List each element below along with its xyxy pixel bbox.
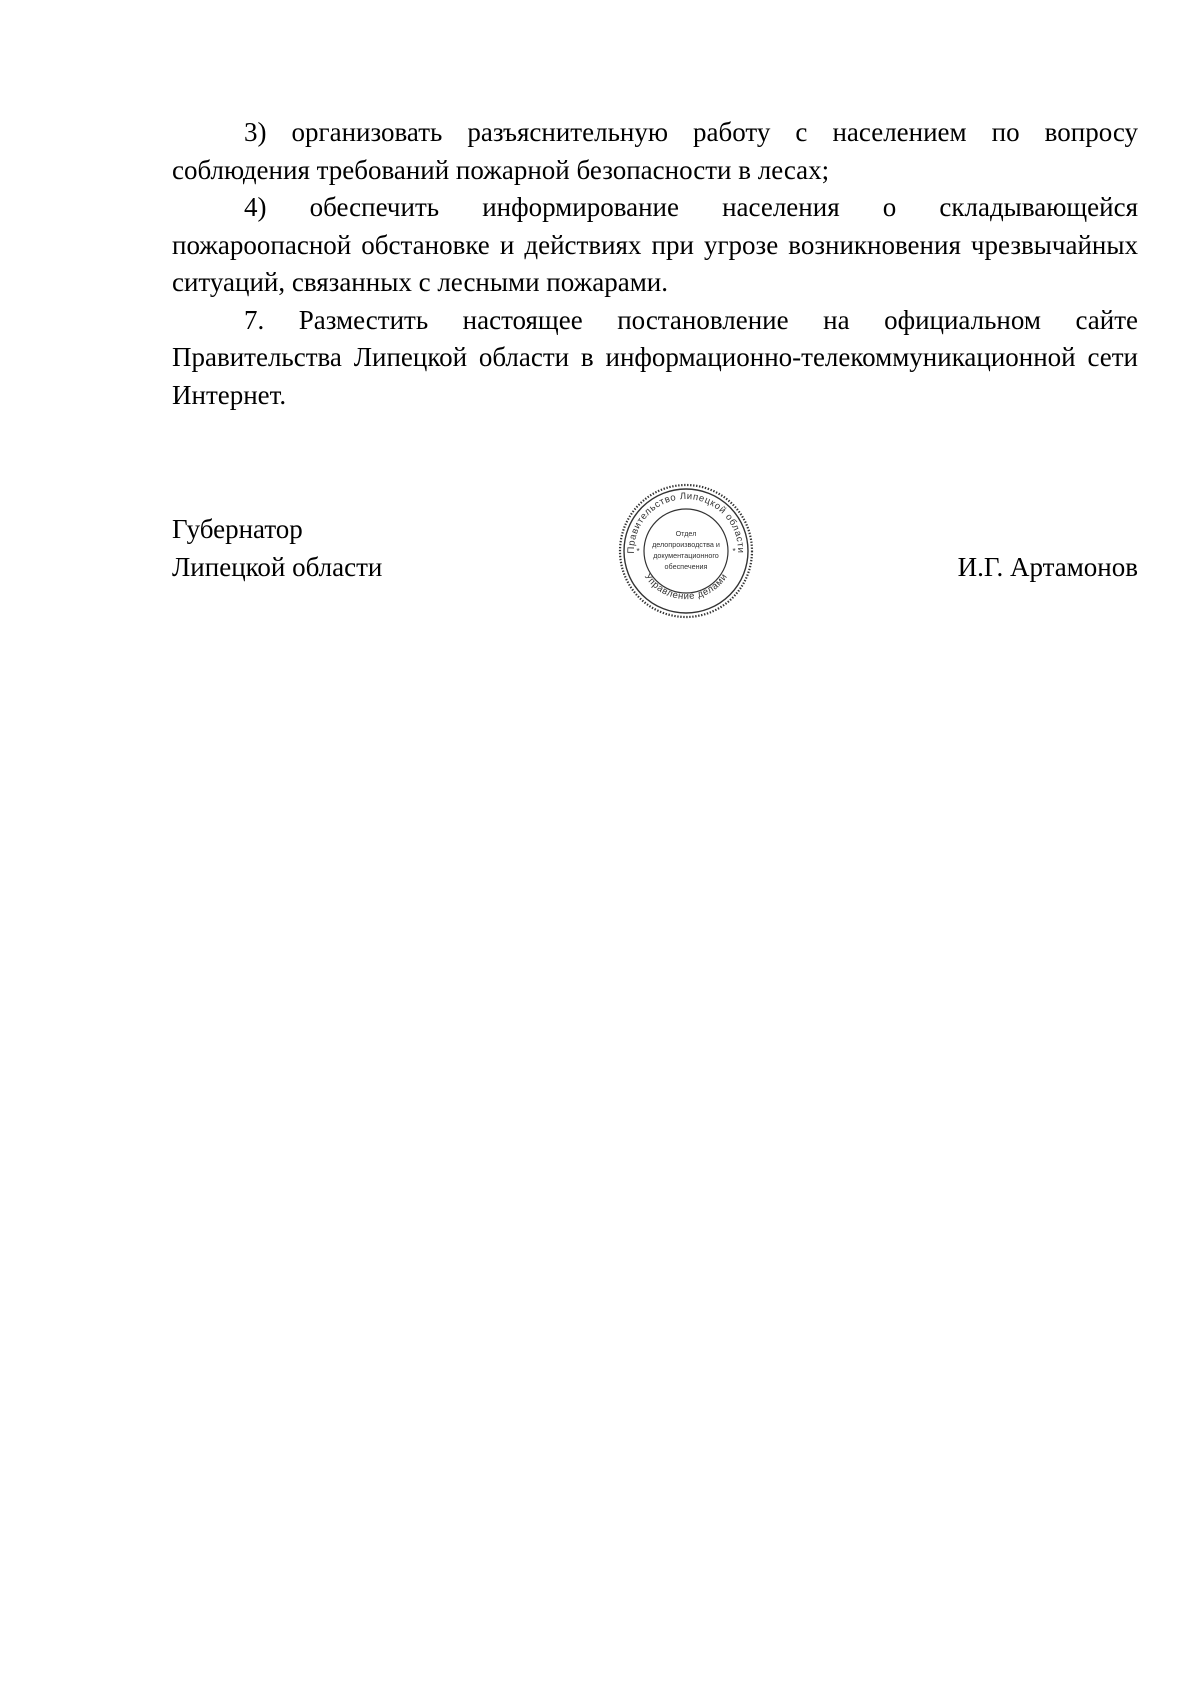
seal-star-left: * bbox=[636, 547, 640, 556]
seal-center-line-2: делопроизводства и bbox=[652, 540, 720, 549]
paragraph-point-7: 7. Разместить настоящее постановление на официальном сайте Правительства Липецкой области в информационно-телекоммуникационной сети Интернет. bbox=[172, 304, 1138, 410]
paragraph-item-4: 4) обеспечить информирование населения о складывающейся пожароопасной обстановке и действиях при угрозе возникновения чрезвычайных ситуаций, связанных с лесными пожарами. bbox=[172, 192, 1138, 297]
signatory-name: И.Г. Артамонов bbox=[957, 551, 1138, 582]
seal-star-right: * bbox=[732, 547, 736, 556]
paragraph-item-3: 3) организовать разъяснительную работу с населением по вопросу соблюдения требований пожарной безопасности в лесах; bbox=[172, 117, 1138, 185]
position-line-2: Липецкой области bbox=[172, 551, 383, 582]
document-body bbox=[172, 114, 1138, 414]
signatory-position bbox=[172, 511, 382, 586]
position-line-1: Губернатор bbox=[172, 514, 303, 544]
seal-icon bbox=[617, 482, 755, 620]
seal-outer-top-text: Правительство Липецкой области bbox=[625, 490, 747, 554]
seal-outer-bottom-text: Управление делами bbox=[641, 571, 731, 603]
seal-center-line-4: обеспечения bbox=[664, 562, 708, 571]
seal-center-line-3: документационного bbox=[653, 551, 719, 560]
official-seal bbox=[617, 482, 755, 620]
seal-center-line-1: Отдел bbox=[675, 529, 697, 538]
